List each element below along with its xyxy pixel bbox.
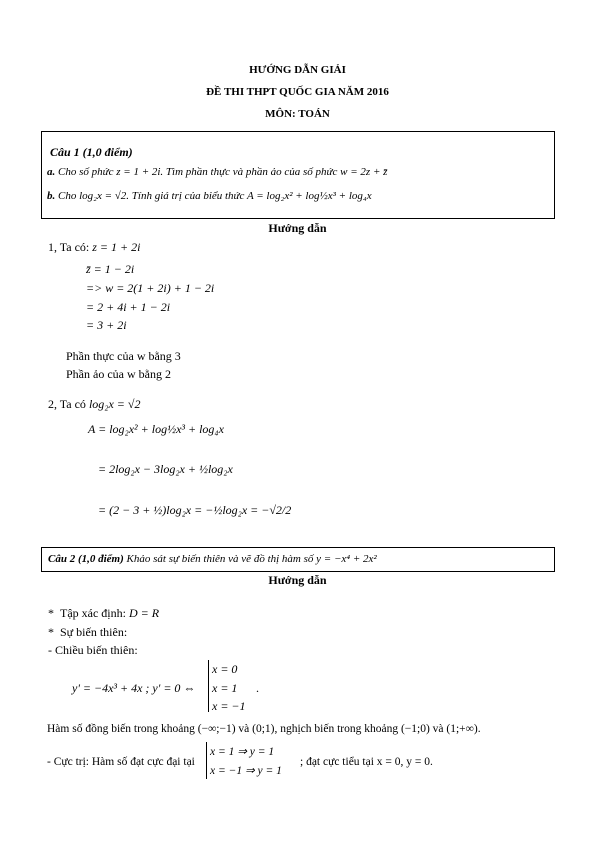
direction-label: - Chiều biến thiên: <box>48 643 138 657</box>
roots-period: . <box>256 681 259 695</box>
part-a-label: a. <box>47 166 56 178</box>
derivative-expr: y' = −4x³ + 4x ; y' = 0 ⇔ <box>72 681 196 695</box>
extrema-case-0: x = 1 ⇒ y = 1 <box>210 746 275 758</box>
part-b-text: Cho log₂x = √2. Tính giá trị của biểu thức A = log₂x² + log½x³ + log₄x <box>58 190 372 202</box>
part1-line-0: z = 1 + 2i <box>92 240 141 254</box>
extrema-min-text: ; đạt cực tiểu tại x = 0, y = 0. <box>300 756 433 768</box>
imag-part-text: Phần ảo của w bằng 2 <box>66 367 171 381</box>
guide1-heading: Hướng dẫn <box>268 221 327 235</box>
roots-brace <box>208 660 209 712</box>
doc-header-line1: HƯỚNG DẪN GIẢI <box>249 64 346 76</box>
domain-bullet <box>48 606 159 621</box>
part1-line-3: = 2 + 4i + 1 − 2i <box>86 300 171 314</box>
monotone-text: Hàm số đồng biến trong khoảng (−∞;−1) và (0;1), nghịch biến trong khoảng (−1;0) và (1;+∞). <box>47 723 481 735</box>
bullet-star-icon: * <box>48 606 60 620</box>
variation-bullet <box>48 625 127 640</box>
question1-part-a <box>47 166 387 178</box>
question1-title: Câu 1 (1,0 điểm) <box>50 145 133 159</box>
question1-part-b <box>47 190 372 202</box>
part1-intro-label: 1, Ta có: <box>48 240 90 254</box>
root-0: x = 0 <box>212 662 238 676</box>
doc-header-line2: ĐỀ THI THPT QUỐC GIA NĂM 2016 <box>206 86 389 98</box>
part1-line-1: z̄ = 1 − 2i <box>86 262 135 276</box>
question2-text: Khảo sát sự biến thiên và vẽ đồ thị hàm số y = −x⁴ + 2x² <box>126 553 377 565</box>
root-1: x = 1 <box>212 681 238 695</box>
variation-label: Sự biến thiên: <box>60 625 128 639</box>
root-2: x = −1 <box>212 699 246 713</box>
domain-expr: D = R <box>128 606 160 620</box>
part2-line-3: = (2 − 3 + ½)log₂x = −½log₂x = −√2/2 <box>98 503 292 517</box>
part2-intro <box>48 397 140 412</box>
part2-intro-label: 2, Ta có <box>48 397 86 411</box>
part-a-text: Cho số phức z = 1 + 2i. Tìm phần thực và phần ảo của số phức w = 2z + z̄ <box>58 166 388 178</box>
part2-given: log₂x = √2 <box>88 397 141 411</box>
part-b-label: b. <box>47 190 56 202</box>
question2-line <box>48 553 377 565</box>
question2-title: Câu 2 (1,0 điểm) <box>48 553 124 565</box>
part2-line-2: = 2log₂x − 3log₂x + ½log₂x <box>98 462 233 476</box>
part1-line-4: = 3 + 2i <box>86 318 127 332</box>
bullet-star-icon: * <box>48 625 60 639</box>
part1-intro <box>48 240 140 255</box>
part2-line-1: A = log₂x² + log½x³ + log₄x <box>88 422 224 436</box>
domain-label: Tập xác định: <box>60 606 126 620</box>
doc-header-line3: MÔN: TOÁN <box>265 108 330 120</box>
real-part-text: Phần thực của w bằng 3 <box>66 349 181 363</box>
part1-line-2: => w = 2(1 + 2i) + 1 − 2i <box>86 281 215 295</box>
extrema-intro: - Cực trị: Hàm số đạt cực đại tại <box>47 756 195 768</box>
extrema-case-1: x = −1 ⇒ y = 1 <box>210 765 282 777</box>
guide2-heading: Hướng dẫn <box>268 573 327 587</box>
extrema-brace <box>206 742 207 779</box>
